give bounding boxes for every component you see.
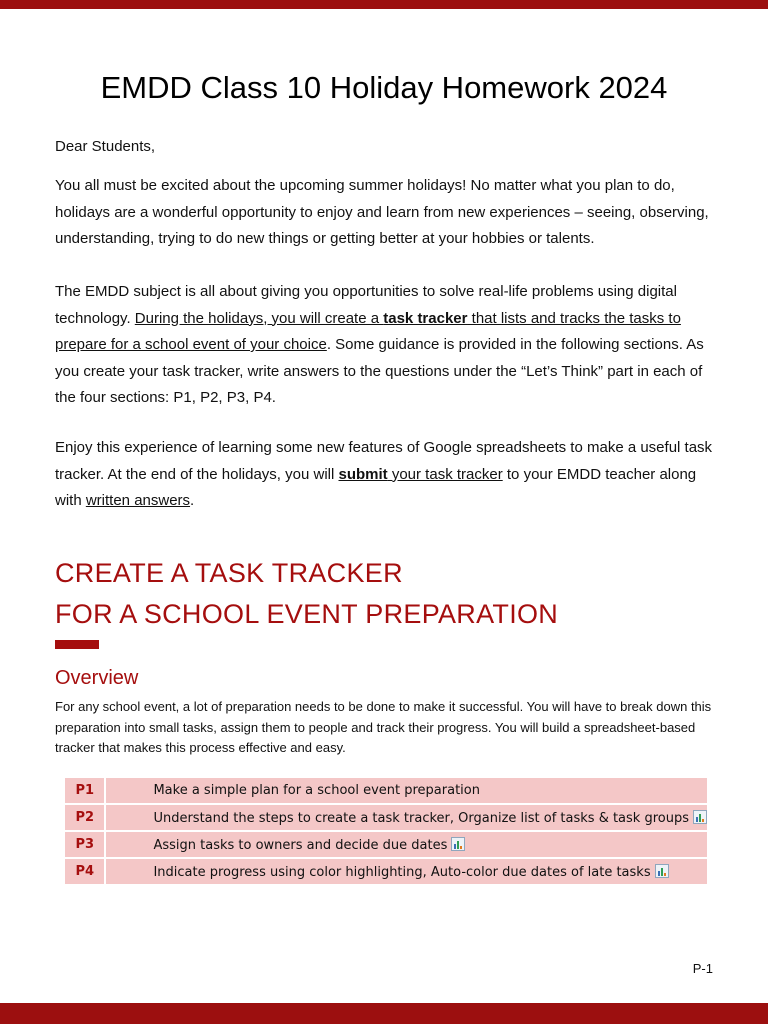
top-accent-bar [0, 0, 768, 9]
part-description: Indicate progress using color highlighting, Auto-color due dates of late tasks [153, 864, 651, 880]
part-description-cell [105, 858, 707, 885]
bottom-accent-bar [0, 1003, 768, 1024]
overview-title: Overview [55, 667, 139, 689]
part-code: P2 [65, 804, 105, 831]
submit-underlined [339, 466, 503, 483]
intro-paragraph: You all must be excited about the upcoming summer holidays! No matter what you plan to do, holidays are a wonderful opportunity to enjoy and learn from new experiences – seeing, observing, understanding, trying to do new things or getting better at your hobbies or talents. [55, 177, 709, 247]
part-description-cell [105, 831, 707, 858]
overview-text: For any school event, a lot of preparation needs to be done to make it successful. You will have to break down this preparation into small tasks, assign them to people and track their progress. You will build a spreadsheet-based tracker that makes this process effective and easy. [55, 699, 712, 755]
greeting: Dear Students, [55, 138, 156, 155]
part-code: P3 [65, 831, 105, 858]
bar-chart-icon [655, 864, 669, 878]
submit-bold: submit [338, 465, 388, 483]
part-description: Make a simple plan for a school event preparation [153, 783, 480, 798]
part-code: P4 [65, 858, 105, 885]
table-row [65, 804, 707, 831]
task-tracker-bold: task tracker [383, 309, 468, 327]
part-code: P1 [65, 778, 105, 804]
para3-part1: Enjoy this experience of learning some new features of Google spreadsheets to make a useful task tracker. At the end of the holidays, you will [55, 439, 713, 483]
para3-part2: to your EMDD teacher along with [55, 465, 697, 509]
heading-rule [55, 640, 99, 649]
section-heading-line2: FOR A SCHOOL EVENT PREPARATION [55, 599, 559, 629]
parts-table [65, 778, 707, 886]
part-description-cell [105, 778, 707, 804]
para2-intro: The EMDD subject is all about giving you opportunities to solve real-life problems using digital technology. [55, 283, 677, 327]
bar-chart-icon [451, 837, 465, 851]
page-title: EMDD Class 10 Holiday Homework 2024 [100, 70, 668, 105]
submit-paragraph [55, 435, 720, 515]
table-row [65, 778, 707, 804]
your-task-tracker: your task tracker [387, 465, 503, 483]
para2-rest: . Some guidance is provided in the following sections. As you create your task tracker, write answers to the questions under the “Let’s Think” part in each of the four sections: P1, P2, P3, P4. [55, 336, 704, 406]
para3-end: . [190, 492, 195, 509]
written-answers: written answers [85, 492, 191, 509]
emdd-paragraph [55, 279, 720, 412]
part-description-cell [105, 804, 707, 831]
table-row [65, 831, 707, 858]
table-row [65, 858, 707, 885]
para2-underlined-part1: During the holidays, you will create a [134, 309, 384, 327]
bar-chart-icon [693, 810, 707, 824]
section-heading-line1: CREATE A TASK TRACKER [55, 558, 403, 588]
para2-underlined-part2: that lists and tracks the tasks to prepare for a school event of your choice [55, 309, 681, 353]
part-description: Understand the steps to create a task tracker, Organize list of tasks & task groups [153, 810, 689, 826]
page-number: P-1 [692, 961, 713, 976]
part-description: Assign tasks to owners and decide due dates [153, 837, 448, 853]
